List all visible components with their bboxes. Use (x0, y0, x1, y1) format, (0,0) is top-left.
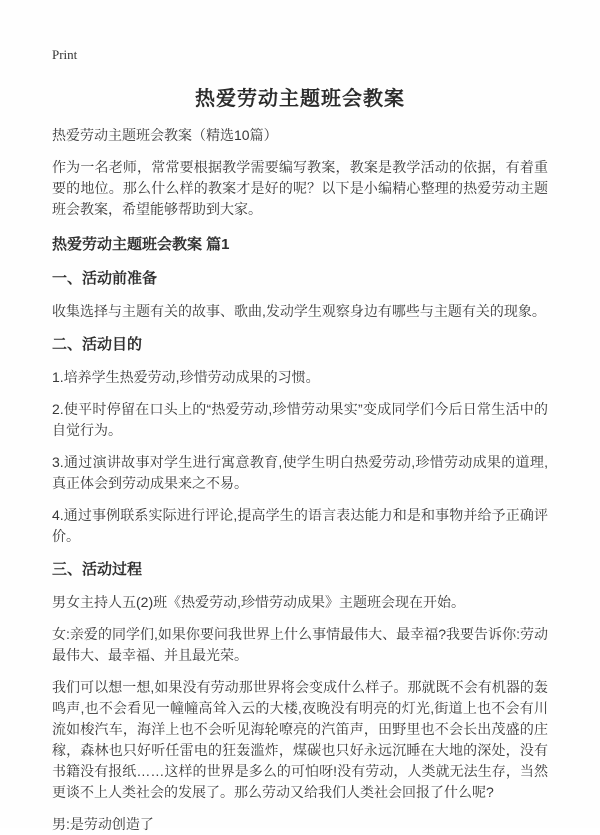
section-heading-preparation: 一、活动前准备 (52, 270, 158, 287)
purpose-item-1: 1.培养学生热爱劳动,珍惜劳动成果的习惯。 (52, 369, 320, 385)
host-female-line: 女:亲爱的同学们,如果你要问我世界上什么事情最伟大、最幸福?我要告诉你:劳动最伟大、最幸福、并且最光荣。 (52, 626, 548, 663)
imagine-world-paragraph: 我们可以想一想,如果没有劳动那世界将会变成什么样子。那就既不会有机器的轰鸣声,也不会看见一幢幢高耸入云的大楼,夜晚没有明亮的灯光,街道上也不会有川流如梭汽车，海洋上也不会听见海轮嘹亮的汽笛声，田野里也不会长出茂盛的庄稼，森林也只好听任雷电的狂轰滥炸，煤碳也只好永远沉睡在大地的深处，没有书籍没有报纸……这样的世界是多么的可怕呀!没有劳动，人类就无法生存，当然更谈不上人类社会的发展了。那么劳动又给我们人类社会回报了什么呢? (52, 679, 548, 800)
intro-paragraph: 作为一名老师，常常要根据教学需要编写教案，教案是教学活动的依据，有着重要的地位。那么什么样的教案才是好的呢？以下是小编精心整理的热爱劳动主题班会教案，希望能够帮助到大家。 (52, 159, 548, 217)
preparation-paragraph: 收集选择与主题有关的故事、歌曲,发动学生观察身边有哪些与主题有关的现象。 (52, 303, 546, 319)
page-title: 热爱劳动主题班会教案 (195, 88, 405, 110)
purpose-item-4: 4.通过事例联系实际进行评论,提高学生的语言表达能力和是和事物并给予正确评价。 (52, 507, 548, 544)
article-subtitle: 热爱劳动主题班会教案（精选10篇） (52, 127, 278, 143)
host-male-line: 男:是劳动创造了 (52, 816, 154, 832)
process-opening-line: 男女主持人五(2)班《热爱劳动,珍惜劳动成果》主题班会现在开始。 (52, 594, 465, 610)
section-heading-process: 三、活动过程 (52, 561, 143, 578)
purpose-item-3: 3.通过演讲故事对学生进行寓意教育,使学生明白热爱劳动,珍惜劳动成果的道理,真正体会到劳动成果来之不易。 (52, 454, 548, 491)
piece1-heading: 热爱劳动主题班会教案 篇1 (52, 236, 230, 253)
section-heading-purpose: 二、活动目的 (52, 336, 143, 353)
print-link[interactable]: Print (52, 47, 78, 62)
purpose-item-2: 2.使平时停留在口头上的“热爱劳动,珍惜劳动果实”变成同学们今后日常生活中的自觉行为。 (52, 401, 548, 438)
